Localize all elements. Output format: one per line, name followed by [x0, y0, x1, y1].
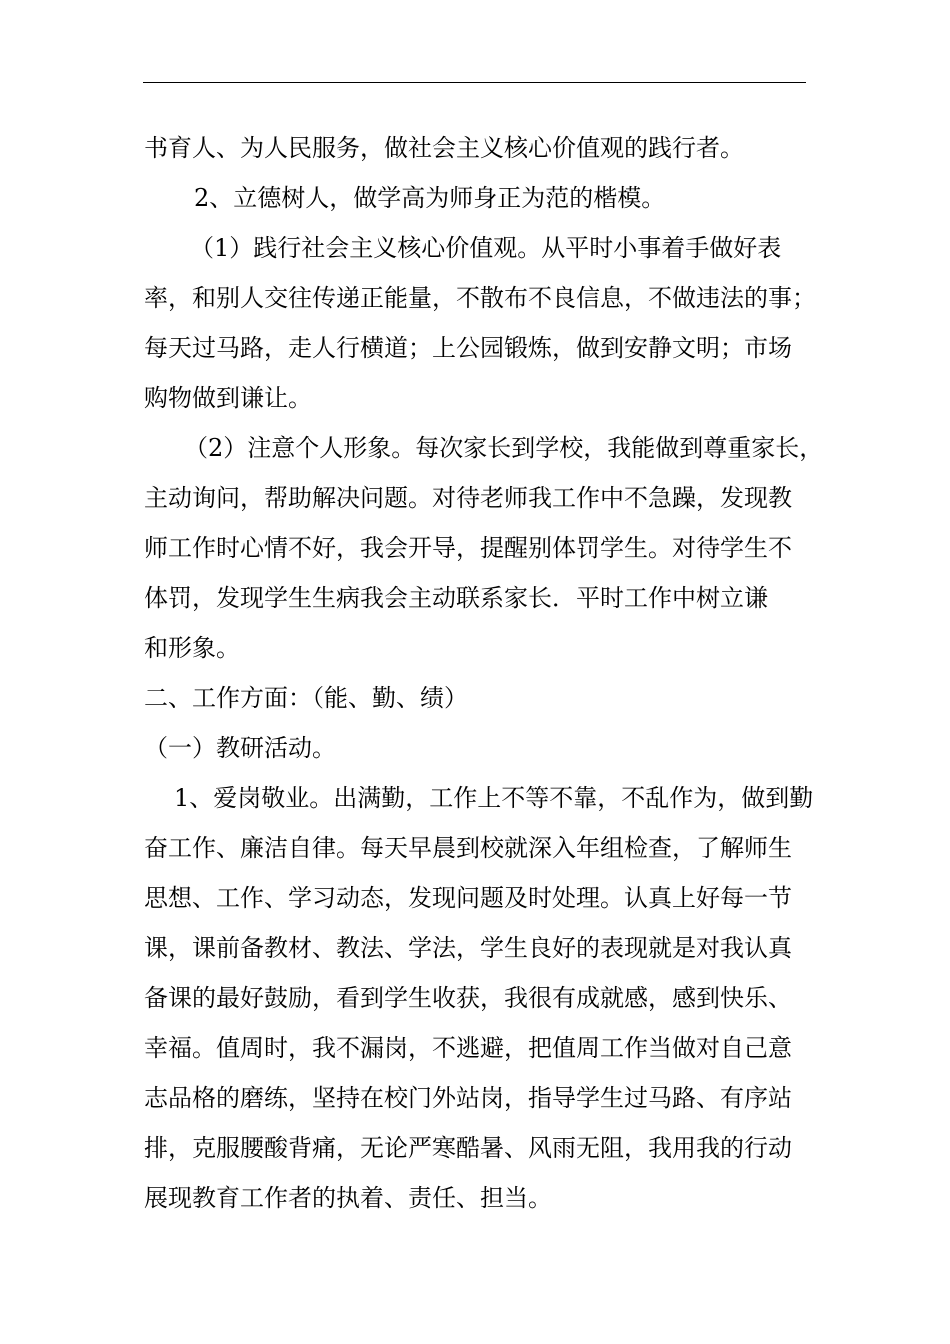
text-line: 师工作时心情不好，我会开导，提醒别体罚学生。对待学生不	[144, 534, 792, 562]
text-line: 率，和别人交往传递正能量，不散布不良信息，不做违法的事；	[144, 284, 816, 312]
text-line: 书育人、为人民服务，做社会主义核心价值观的践行者。	[144, 134, 744, 162]
text-line: 2、立德树人，做学高为师身正为范的楷模。	[194, 184, 666, 212]
text-line: 展现教育工作者的执着、责任、担当。	[144, 1184, 552, 1212]
text-line: 志品格的磨练，坚持在校门外站岗，指导学生过马路、有序站	[144, 1084, 792, 1112]
text-line: 课，课前备教材、教法、学法，学生良好的表现就是对我认真	[144, 934, 792, 962]
text-line: 每天过马路，走人行横道；上公园锻炼，做到安静文明；市场	[144, 334, 792, 362]
text-line: （1）践行社会主义核心价值观。从平时小事着手做好表	[190, 234, 782, 262]
text-line: 思想、工作、学习动态，发现问题及时处理。认真上好每一节	[144, 884, 792, 912]
text-line: 排，克服腰酸背痛，无论严寒酷暑、风雨无阻，我用我的行动	[144, 1134, 792, 1162]
text-line: 和形象。	[144, 634, 240, 662]
text-line: 奋工作、廉洁自律。每天早晨到校就深入年组检查，了解师生	[144, 834, 792, 862]
text-line: 备课的最好鼓励，看到学生收获，我很有成就感，感到快乐、	[144, 984, 792, 1012]
text-line: （2）注意个人形象。每次家长到学校，我能做到尊重家长，	[184, 434, 824, 462]
header-rule	[143, 82, 806, 83]
subsection-heading: （一）教研活动。	[144, 734, 336, 762]
text-line: 体罚，发现学生生病我会主动联系家长．平时工作中树立谦	[144, 584, 768, 612]
text-line: 购物做到谦让。	[144, 384, 312, 412]
section-heading: 二、工作方面：（能、勤、绩）	[144, 684, 468, 712]
text-line: 幸福。值周时，我不漏岗，不逃避，把值周工作当做对自己意	[144, 1034, 792, 1062]
text-line: 主动询问，帮助解决问题。对待老师我工作中不急躁，发现教	[144, 484, 792, 512]
text-line: 1、爱岗敬业。出满勤，工作上不等不靠，不乱作为，做到勤	[174, 784, 814, 812]
